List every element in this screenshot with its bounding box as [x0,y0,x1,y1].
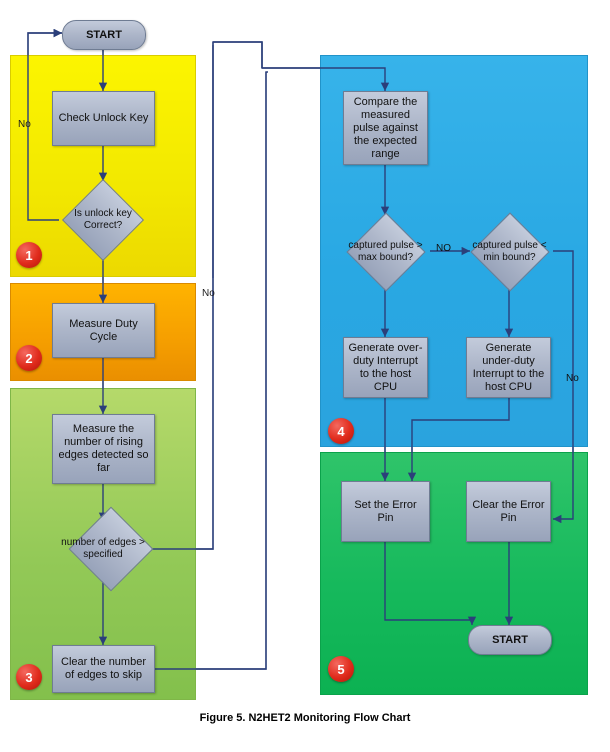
node-measure-rising-edges[interactable]: Measure the number of rising edges detected so far [52,414,155,484]
badge-3: 3 [16,664,42,690]
node-clear-error-pin[interactable]: Clear the Error Pin [466,481,551,542]
node-label: Is unlock key Correct? [74,208,132,231]
figure-caption: Figure 5. N2HET2 Monitoring Flow Chart [199,712,411,724]
node-captured-lt-min[interactable] [465,215,554,288]
node-captured-gt-max[interactable] [341,215,430,288]
node-start-top[interactable]: START [62,20,146,50]
node-is-unlock-key-correct[interactable] [59,181,147,259]
node-label: captured pulse < min bound? [472,239,547,263]
node-check-unlock-key[interactable]: Check Unlock Key [52,91,155,146]
badge-5: 5 [328,656,354,682]
node-generate-over-duty-interrupt[interactable]: Generate over-duty Interrupt to the host CPU [343,337,428,398]
badge-2: 2 [16,345,42,371]
badge-4: 4 [328,418,354,444]
node-set-error-pin[interactable]: Set the Error Pin [341,481,430,542]
node-number-of-edges[interactable] [59,521,147,577]
node-label: number of edges > specified [61,537,145,560]
edge-label-edges-no: No [202,288,215,299]
node-measure-duty-cycle[interactable]: Measure Duty Cycle [52,303,155,358]
edge-label-min-bound-no: No [566,373,579,384]
edge-label-max-bound-no: NO [436,243,451,254]
node-start-bottom[interactable]: START [468,625,552,655]
node-generate-under-duty-interrupt[interactable]: Generate under-duty Interrupt to the host CPU [466,337,551,398]
edge-label-unlock-no: No [18,119,31,130]
badge-1: 1 [16,242,42,268]
node-compare-pulse[interactable]: Compare the measured pulse against the expected range [343,91,428,165]
node-clear-edges-to-skip[interactable]: Clear the number of edges to skip [52,645,155,693]
node-label: captured pulse > max bound? [348,239,423,263]
